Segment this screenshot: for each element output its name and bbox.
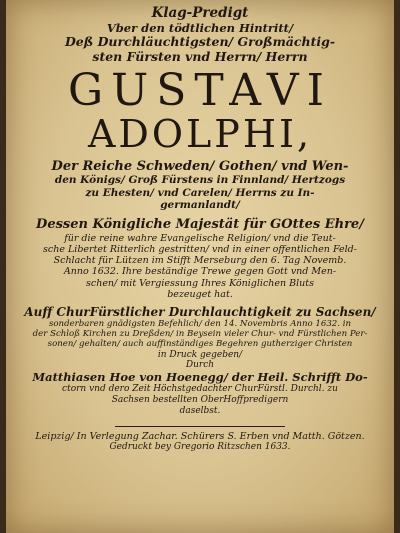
royal-titles-line: zu Ehesten/ vnd Carelen/ Herrns zu In- xyxy=(85,186,315,199)
title-line: Deß Durchläuchtigsten/ Großmächtig- xyxy=(64,35,336,50)
royal-titles-line: Der Reiche Schweden/ Gothen/ vnd Wen- xyxy=(51,158,349,174)
commission-line: der Schloß Kirchen zu Dreßden/ in Beysein vieler Chur- vnd Fürstlichen Per- xyxy=(32,329,368,340)
body-line: Schlacht für Lützen im Stifft Merseburg den 6. Tag Novemb. xyxy=(53,255,347,267)
author-line: ctorn vnd dero Zeit Höchstgedachter ChurFürstl. Durchl. zu xyxy=(62,384,338,395)
king-name-first: GUSTAVI xyxy=(67,68,333,113)
title-line: Vber den tödtlichen Hintritt/ xyxy=(106,21,294,35)
body-line: sche Libertet Ritterlich gestritten/ vnd in einer offentlichen Feld- xyxy=(43,243,357,255)
commission-line: in Druck gegeben/ xyxy=(157,349,243,360)
body-line: Anno 1632. Ihre beständige Trewe gegen Gott vnd Men- xyxy=(63,266,337,278)
title-page xyxy=(6,0,394,533)
royal-titles-line: germanlandt/ xyxy=(160,199,240,212)
king-name-second: ADOLPHI, xyxy=(87,114,313,153)
sermon-title: Klag-Predigt xyxy=(151,6,249,21)
body-line: bezeuget hat. xyxy=(167,288,233,300)
commission-heading: Auff ChurFürstlicher Durchlauchtigkeit zu Sachsen/ xyxy=(24,304,376,319)
imprint-publisher: Leipzig/ In Verlegung Zachar. Schürers S. Erben vnd Matth. Götzen. xyxy=(35,431,365,443)
imprint-printer: Gedruckt bey Gregorio Ritzschen 1633. xyxy=(109,442,291,453)
author-line: Sachsen bestellten OberHoffpredigern xyxy=(111,394,289,405)
commission-line: sonen/ gehalten/ auch auffinständiges Begehren gutherziger Christen xyxy=(47,339,353,350)
body-line: schen/ mit Vergiessung Ihres Königlichen Bluts xyxy=(86,277,314,289)
author-line: Matthiasen Hoe von Hoenegg/ der Heil. Schrifft Do- xyxy=(32,370,368,384)
commission-line: Durch xyxy=(185,360,215,371)
body-heading: Dessen Königliche Majestät für GOttes Ehre/ xyxy=(36,217,364,233)
divider-rule xyxy=(115,426,285,427)
royal-titles-line: den Königs/ Groß Fürstens in Finnland/ Hertzogs xyxy=(54,174,346,187)
body-line: für die reine wahre Evangelische Religion/ vnd die Teut- xyxy=(64,232,336,244)
author-line: daselbst. xyxy=(179,405,221,416)
title-line: sten Fürsten vnd Herrn/ Herrn xyxy=(92,50,308,65)
commission-line: sonderbaren gnädigsten Befehlich/ den 14. Novembris Anno 1632. in xyxy=(48,319,352,330)
